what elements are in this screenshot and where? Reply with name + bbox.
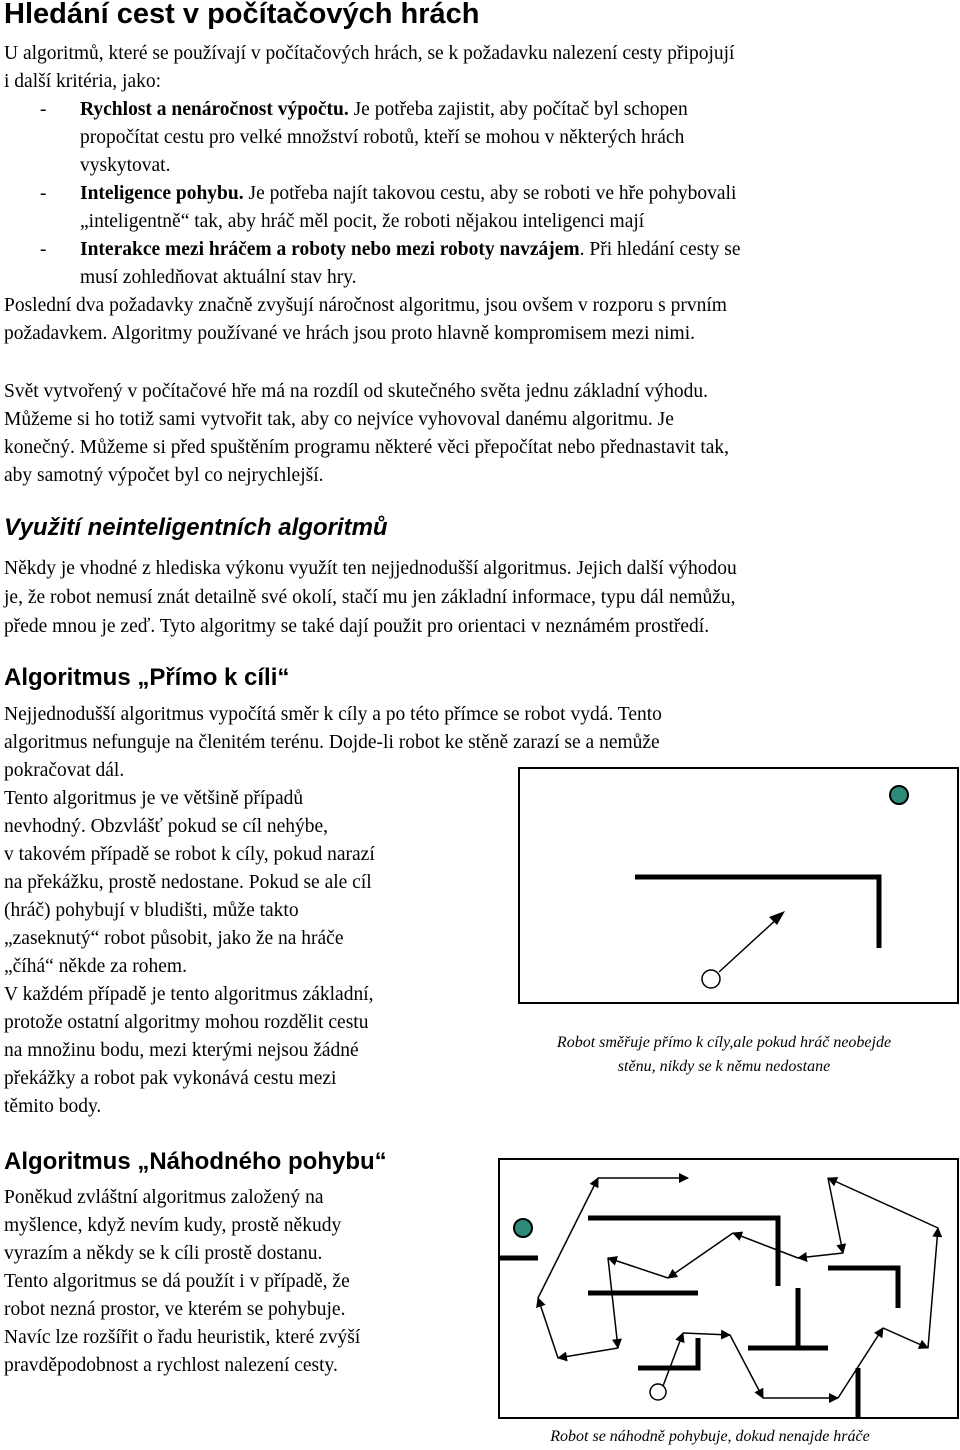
page-title: Hledání cest v počítačových hrách — [4, 0, 480, 30]
section3-line-6: Navíc lze rozšířit o řadu heuristik, které zvýší — [4, 1327, 361, 1348]
criterion-1-title: Rychlost a nenáročnost výpočtu. — [80, 99, 349, 120]
path-arrow — [663, 1333, 683, 1386]
para1-line-1: Poslední dva požadavky značně zvyšují náročnost algoritmu, jsou ovšem v rozporu s prvním — [4, 295, 727, 316]
section1-line-3: přede mnou je zeď. Tyto algoritmy se také dají použit pro orientaci v neznámém prostředí. — [4, 616, 710, 637]
path-arrow — [798, 1253, 843, 1258]
figure1-caption-line-2: stěnu, nikdy se k němu nedostane — [617, 1058, 831, 1075]
section2-line-15: těmito body. — [4, 1096, 102, 1117]
criterion-3-line-2: musí zohledňovat aktuální stav hry. — [80, 267, 357, 288]
section2-line-14: překážky a robot pak vykonává cestu mezi — [4, 1068, 337, 1089]
section3-heading: Algoritmus „Náhodného pohybu“ — [4, 1148, 387, 1175]
criterion-2-text: Je potřeba najít takovou cestu, aby se roboti ve hře pohybovali — [243, 183, 737, 204]
path-arrow — [928, 1228, 938, 1348]
bullet-dash: - — [40, 239, 47, 260]
maze-walls — [498, 1218, 898, 1418]
path-arrow — [828, 1178, 843, 1253]
section1-line-1: Někdy je vhodné z hlediska výkonu využít ten nejjednodušší algoritmus. Jejich další výhodou — [4, 558, 737, 579]
section2-line-5: nevhodný. Obzvlášť pokud se cíl nehýbe, — [4, 816, 329, 837]
section1-heading: Využití neinteligentních algoritmů — [4, 514, 388, 541]
figure1-caption-line-1: Robot směřuje přímo k cíly,ale pokud hráč neobejde — [556, 1034, 892, 1051]
intro-line-1: U algoritmů, které se používají v počítačových hrách, se k požadavku nalezení cesty připojují — [4, 43, 735, 64]
path-arrow — [733, 1233, 798, 1258]
path-arrow — [730, 1335, 763, 1398]
para2-line-4: aby samotný výpočet byl co nejrychlejší. — [4, 465, 324, 486]
section3-line-7: pravděpodobnost a rychlost nalezení cesty. — [4, 1355, 338, 1376]
section2-line-2: algoritmus nefunguje na členitém terénu. Dojde-li robot ke stěně zarazí se a nemůže — [4, 732, 660, 753]
goal-circle-icon — [514, 1219, 532, 1237]
maze-wall — [638, 1338, 698, 1368]
section3-line-3: vyrazím a někdy se k cíli prostě dostanu. — [4, 1243, 323, 1264]
bullet-dash: - — [40, 183, 47, 204]
criterion-2-title: Inteligence pohybu. — [80, 183, 244, 204]
section2-line-7: na překážku, prostě nedostane. Pokud se ale cíl — [4, 872, 372, 893]
figure1-caption — [500, 1031, 948, 1079]
para2-line-2: Můžeme si ho totiž sami vytvořit tak, aby co nejvíce vyhovoval danému algoritmu. Je — [4, 409, 674, 430]
section2-heading: Algoritmus „Přímo k cíli“ — [4, 664, 290, 691]
path-arrow — [608, 1258, 668, 1278]
section2-line-3: pokračovat dál. — [4, 760, 125, 781]
section2-line-13: na množinu bodu, mezi kterými nejsou žádné — [4, 1040, 359, 1061]
section3-line-1: Poněkud zvláštní algoritmus založený na — [4, 1187, 324, 1208]
figure2-caption: Robot se náhodně pohybuje, dokud nenajde hráče — [550, 1428, 870, 1445]
path-arrow — [538, 1178, 598, 1298]
bullet-dash: - — [40, 99, 47, 120]
path-arrow — [668, 1233, 733, 1278]
section3-line-5: robot nezná prostor, ve kterém se pohybuje. — [4, 1299, 346, 1320]
section2-line-1: Nejjednodušší algoritmus vypočítá směr k cíly a po této přímce se robot vydá. Tento — [4, 704, 662, 725]
path-arrow — [558, 1348, 618, 1358]
figure-frame — [499, 1159, 958, 1418]
random-path — [538, 1178, 938, 1398]
section2-line-12: protože ostatní algoritmy mohou rozdělit cestu — [4, 1012, 369, 1033]
section2-line-11: V každém případě je tento algoritmus základní, — [4, 984, 374, 1005]
section2-line-4: Tento algoritmus je ve většině případů — [4, 788, 304, 809]
criterion-1 — [80, 96, 688, 124]
path-arrow — [608, 1258, 618, 1348]
criterion-1-line-2: propočítat cestu pro velké množství robotů, kteří se mohou v některých hrách — [80, 127, 685, 148]
path-arrow — [828, 1178, 938, 1228]
criterion-3 — [80, 236, 741, 264]
criterion-3-title: Interakce mezi hráčem a roboty nebo mezi roboty navzájem — [80, 239, 580, 260]
section2-line-8: (hráč) pohybují v bludišti, může takto — [4, 900, 299, 921]
section2-line-10: „číhá“ někde za rohem. — [4, 956, 187, 977]
robot-circle-icon — [702, 970, 720, 988]
section2-line-9: „zaseknutý“ robot působit, jako že na hráče — [4, 928, 344, 949]
para2-line-3: konečný. Můžeme si před spuštěním programu některé věci přepočítat nebo přednastavit tak, — [4, 437, 730, 458]
robot-circle-icon — [650, 1384, 666, 1400]
figure-random-walk — [498, 1158, 960, 1420]
path-arrow — [883, 1328, 928, 1348]
direction-arrow — [719, 917, 779, 972]
goal-circle-icon — [890, 786, 908, 804]
section3-line-4: Tento algoritmus se dá použít i v případě, že — [4, 1271, 350, 1292]
section1-line-2: je, že robot nemusí znát detailně své okolí, stačí mu jen základní informace, typu dál nemůžu, — [4, 587, 736, 608]
criterion-3-text: . Při hledání cesty se — [579, 239, 741, 260]
figure-direct-path — [518, 767, 960, 1005]
criterion-1-line-3: vyskytovat. — [80, 155, 171, 176]
para2-line-1: Svět vytvořený v počítačové hře má na rozdíl od skutečného světa jednu základní výhodu. — [4, 381, 708, 402]
criterion-2 — [80, 180, 736, 208]
para1-line-2: požadavkem. Algoritmy používané ve hrách jsou proto hlavně kompromisem mezi nimi. — [4, 323, 696, 344]
intro-line-2: i další kritéria, jako: — [4, 71, 162, 92]
section2-line-6: v takovém případě se robot k cíly, pokud narazí — [4, 844, 375, 865]
criterion-2-line-2: „inteligentně“ tak, aby hráč měl pocit, že roboti nějakou inteligenci mají — [80, 211, 645, 232]
path-arrow — [683, 1333, 730, 1335]
arrow-head-icon — [769, 911, 785, 925]
maze-wall — [828, 1268, 898, 1308]
path-arrow — [538, 1298, 558, 1358]
criterion-1-text: Je potřeba zajistit, aby počítač byl schopen — [348, 99, 688, 120]
figure-frame — [519, 768, 958, 1003]
maze-wall — [588, 1218, 778, 1286]
section3-line-2: myšlence, když nevím kudy, prostě někudy — [4, 1215, 342, 1236]
